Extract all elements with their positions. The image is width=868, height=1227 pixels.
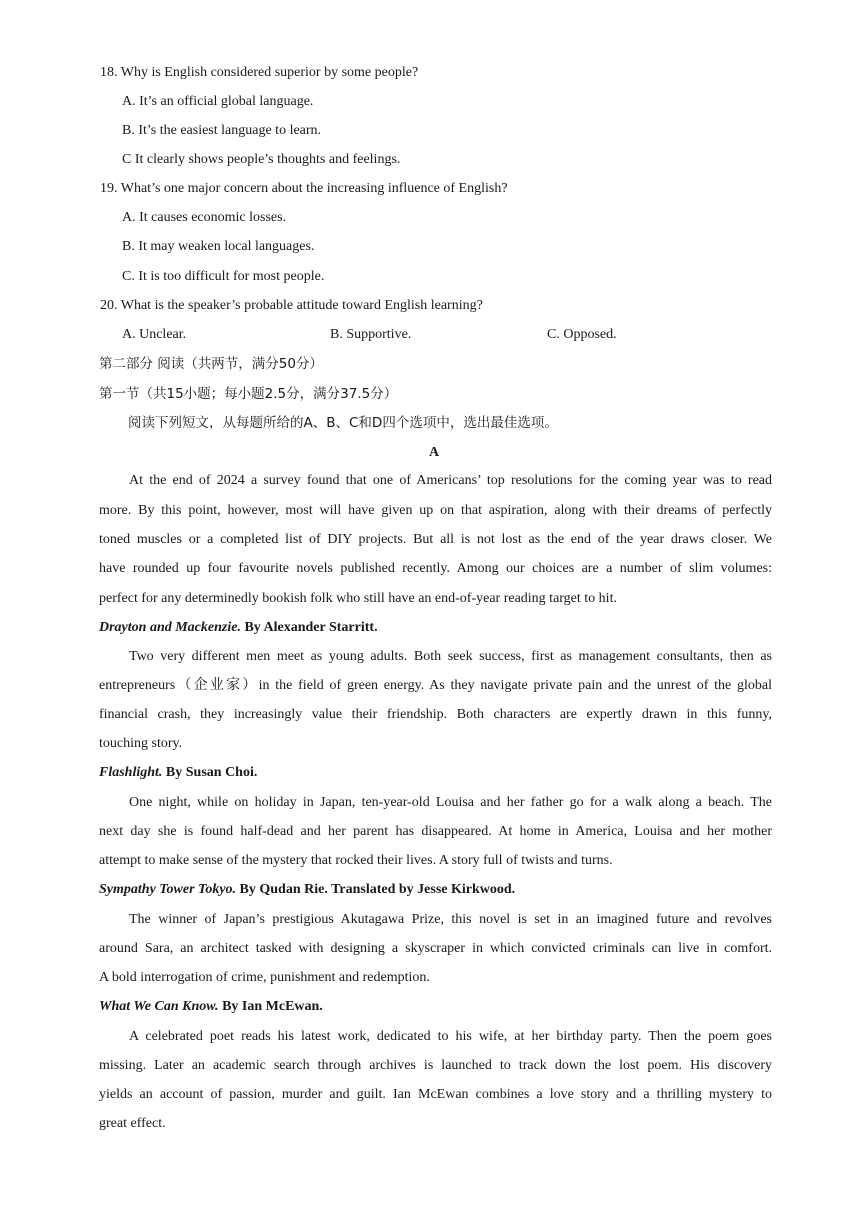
book2-line-1: One night, while on holiday in Japan, ten-year-old Louisa and her father go for a walk along a beach. The xyxy=(129,795,772,810)
book4-line-2: missing. Later an academic search through archives is launched to track down the lost poem. His discovery xyxy=(99,1058,772,1073)
book-title-3: Sympathy Tower Tokyo. xyxy=(99,882,237,897)
q18-option-a: A. It’s an official global language. xyxy=(122,94,314,109)
intro-line-2: more. By this point, however, most will have given up on that aspiration, along with their dreams of perfectly xyxy=(99,503,772,518)
passage-label: A xyxy=(428,445,440,460)
q19-option-a: A. It causes economic losses. xyxy=(122,210,287,225)
q19-option-b: B. It may weaken local languages. xyxy=(122,239,315,254)
book4-line-3: yields an account of passion, murder and guilt. Ian McEwan combines a love story and a thrilling mystery to xyxy=(99,1087,772,1102)
book1-line-1: Two very different men meet as young adults. Both seek success, first as management consultants, then as xyxy=(129,649,772,664)
book4-line-4: great effect. xyxy=(99,1116,166,1131)
book4-line-1: A celebrated poet reads his latest work, dedicated to his wife, at her birthday party. Then the poem goes xyxy=(129,1029,772,1044)
book3-line-2: around Sara, an architect tasked with designing a skyscraper in which convicted criminals can live in comfort. xyxy=(99,941,772,956)
intro-line-3: toned muscles or a completed list of DIY projects. But all is not lost as the end of the year draws closer. We xyxy=(99,532,772,547)
reading-instruction: 阅读下列短文，从每题所给的A、B、C和D四个选项中，选出最佳选项。 xyxy=(128,415,558,431)
book-author-2: By Susan Choi. xyxy=(165,765,258,780)
q18-option-c: C It clearly shows people’s thoughts and feelings. xyxy=(122,152,401,167)
q20-option-a: A. Unclear. xyxy=(122,327,187,342)
book-heading-4 xyxy=(99,998,323,1016)
q19-option-c: C. It is too difficult for most people. xyxy=(122,269,325,284)
question-20: 20. What is the speaker’s probable attitude toward English learning? xyxy=(100,298,483,313)
question-18: 18. Why is English considered superior by some people? xyxy=(100,65,419,80)
book2-line-3: attempt to make sense of the mystery that rocked their lives. A story full of twists and turns. xyxy=(99,853,613,868)
intro-line-4: have rounded up four favourite novels published recently. Among our choices are a number of slim volumes: xyxy=(99,561,772,576)
part-two-heading: 第二部分 阅读（共两节，满分50分） xyxy=(99,356,323,372)
book-title-2: Flashlight. xyxy=(99,765,163,780)
book1-line-2: entrepreneurs（企业家）in the field of green energy. As they navigate private pain and the unrest of the global xyxy=(99,678,772,693)
book1-line-3: financial crash, they increasingly value their friendship. Both characters are expertly drawn in this funny, xyxy=(99,707,772,722)
intro-line-5: perfect for any determinedly bookish folk who still have an end-of-year reading target to hit. xyxy=(99,591,617,606)
book1-line-4: touching story. xyxy=(99,736,183,751)
book-author-3: By Qudan Rie. Translated by Jesse Kirkwood. xyxy=(239,882,516,897)
question-19: 19. What’s one major concern about the increasing influence of English? xyxy=(100,181,508,196)
book3-line-3: A bold interrogation of crime, punishment and redemption. xyxy=(99,970,430,985)
book-heading-3 xyxy=(99,881,515,899)
section-one-heading: 第一节（共15小题；每小题2.5分，满分37.5分） xyxy=(99,386,398,402)
intro-line-1: At the end of 2024 a survey found that one of Americans’ top resolutions for the coming year was to read xyxy=(129,473,772,488)
book-author-1: By Alexander Starritt. xyxy=(244,620,378,635)
book-title-1: Drayton and Mackenzie. xyxy=(99,620,241,635)
book-author-4: By Ian McEwan. xyxy=(222,999,323,1014)
q20-option-b: B. Supportive. xyxy=(330,327,412,342)
book-heading-2 xyxy=(99,764,257,782)
book2-line-2: next day she is found half-dead and her parent has disappeared. At home in America, Louisa and her mother xyxy=(99,824,772,839)
q18-option-b: B. It’s the easiest language to learn. xyxy=(122,123,322,138)
book3-line-1: The winner of Japan’s prestigious Akutagawa Prize, this novel is set in an imagined future and revolves xyxy=(129,912,772,927)
q20-option-c: C. Opposed. xyxy=(547,327,617,342)
book-title-4: What We Can Know. xyxy=(99,999,219,1014)
book-heading-1 xyxy=(99,619,378,637)
